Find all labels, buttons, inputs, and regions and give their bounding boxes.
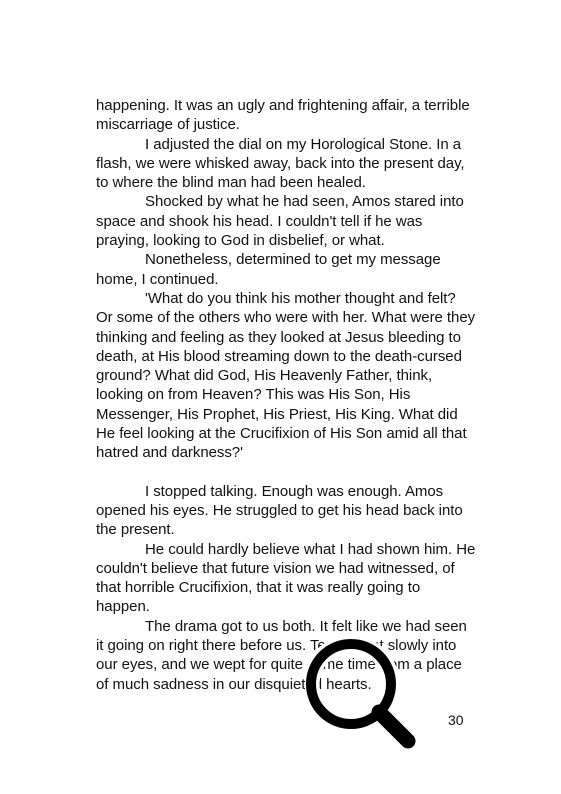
paragraph-4: Nonetheless, determined to get my message home, I continued. (96, 251, 441, 288)
paragraph-7: He could hardly believe what I had shown him. He couldn't believe that future vision we had witnessed, of that horrible Crucifixion, that it was really going to happen. (96, 540, 476, 616)
paragraph-5: 'What do you think his mother thought and felt? Or some of the others who were with her. What were they thinking and feeling as they looked at Jesus bleeding to death, at His blood streaming down to the death-cursed ground? What did God, His Heavenly Father, think, looking on from Heaven? This was His Son, His Messenger, His Prophet, His Priest, His King. What did He feel looking at the Crucifixion of His Son amid all that hatred and darkness?' (96, 289, 476, 462)
page-body (96, 96, 476, 694)
paragraph-3: Shocked by what he had seen, Amos stared into space and shook his head. I couldn't tell if he was praying, looking to God in disbelief, or what. (96, 193, 464, 250)
magnifier-graphic (305, 628, 435, 758)
paragraph-6: I stopped talking. Enough was enough. Amos opened his eyes. He struggled to get his head back into the present. (96, 482, 463, 539)
magnifying-glass-icon[interactable] (305, 628, 435, 758)
paragraph-2: I adjusted the dial on my Horological Stone. In a flash, we were whisked away, back into the present day, to where the blind man had been healed. (96, 135, 465, 192)
paragraph-1: happening. It was an ugly and frightening affair, a terrible miscarriage of justice. (96, 97, 470, 134)
paragraph-8: The drama got to us both. It felt like we had seen it going on right there before us. Tears crept slowly into our eyes, and we wept for quite some time from a place of much sadness in our disquieted hearts. (96, 617, 467, 693)
magnifier-handle (379, 712, 408, 741)
page-number: 30 (448, 712, 464, 728)
